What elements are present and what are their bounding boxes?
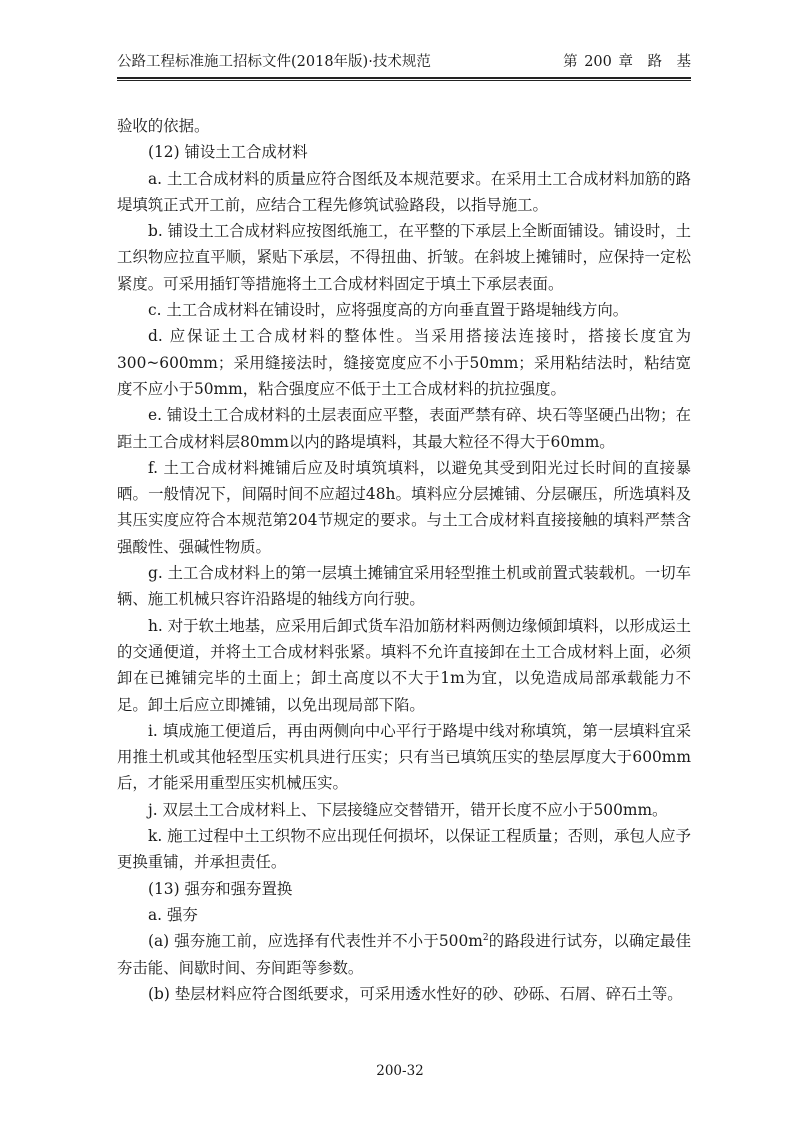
page-body <box>117 113 691 1007</box>
paragraph-12e: e. 铺设土工合成材料的土层表面应平整，表面严禁有碎、块石等坚硬凸出物；在距土工合成材料层80mm以内的路堤填料，其最大粒径不得大于60mm。 <box>117 406 691 451</box>
section-heading-13: (13) 强夯和强夯置换 <box>148 879 293 898</box>
paragraph-12a: a. 土工合成材料的质量应符合图纸及本规范要求。在采用土工合成材料加筋的路堤填筑正式开工前，应结合工程先修筑试验路段，以指导施工。 <box>117 169 691 214</box>
paragraph-12b: b. 铺设土工合成材料应按图纸施工，在平整的下承层上全断面铺设。铺设时，土工织物应拉直平顺，紧贴下承层，不得扭曲、折皱。在斜坡上摊铺时，应保持一定松紧度。可采用插钉等措施将土工合成材料固定于填土下承层表面。 <box>117 222 691 293</box>
header-document-title: 公路工程标准施工招标文件(2018年版)·技术规范 <box>117 54 431 70</box>
paragraph-13a-b: (b) 垫层材料应符合图纸要求，可采用透水性好的砂、砂砾、石屑、碎石土等。 <box>148 984 683 1003</box>
paragraph-12f: f. 土工合成材料摊铺后应及时填筑填料，以避免其受到阳光过长时间的直接暴晒。一般情况下，间隔时间不应超过48h。填料应分层摊铺、分层碾压，所选填料及其压实度应符合本规范第204节规定的要求。与土工合成材料直接接触的填料严禁含强酸性、强碱性物质。 <box>117 458 691 556</box>
paragraph-13a-a-text-2: 的路段进行试夯，以确定最佳夯击能、间歇时间、夯间距等参数。 <box>117 932 691 977</box>
paragraph-continuation: 验收的依据。 <box>117 117 210 135</box>
paragraph-12k: k. 施工过程中土工织物不应出现任何损坏，以保证工程质量；否则，承包人应予更换重铺，并承担责任。 <box>117 827 691 872</box>
paragraph-12i: i. 填成施工便道后，再由两侧向中心平行于路堤中线对称填筑，第一层填料宜采用推土机或其他轻型压实机具进行压实；只有当已填筑压实的垫层厚度大于600mm后，才能采用重型压实机械压实。 <box>117 721 691 793</box>
header-rule-thin <box>117 80 691 81</box>
paragraph-12j: j. 双层土工合成材料上、下层接缝应交替错开，错开长度不应小于500mm。 <box>148 800 668 819</box>
section-heading-12: (12) 铺设土工合成材料 <box>148 143 308 162</box>
header-chapter-title: 第 200 章 路 基 <box>563 54 691 70</box>
header-rule-thick <box>117 77 691 79</box>
paragraph-13a-a-text-1: (a) 强夯施工前，应选择有代表性并不小于500m <box>148 932 483 951</box>
page-number: 200-32 <box>376 1063 424 1079</box>
paragraph-13a-a <box>117 928 691 981</box>
subheading-13a: a. 强夯 <box>148 905 198 924</box>
superscript-2: 2 <box>482 933 489 944</box>
paragraph-12d: d. 应保证土工合成材料的整体性。当采用搭接法连接时，搭接长度宜为300~600mm；采用缝接法时，缝接宽度应不小于50mm；采用粘结法时，粘结宽度不应小于50mm，粘合强度应不低于土工合成材料的抗拉强度。 <box>117 327 691 398</box>
paragraph-12c: c. 土工合成材料在铺设时，应将强度高的方向垂直置于路堤轴线方向。 <box>148 301 629 320</box>
paragraph-12g: g. 土工合成材料上的第一层填土摊铺宜采用轻型推土机或前置式装载机。一切车辆、施工机械只容许沿路堤的轴线方向行驶。 <box>117 564 691 609</box>
paragraph-12h: h. 对于软土地基，应采用后卸式货车沿加筋材料两侧边缘倾卸填料，以形成运土的交通便道，并将土工合成材料张紧。填料不允许直接卸在土工合成材料上面，必须卸在已摊铺完毕的土面上；卸土高度以不大于1m为宜，以免造成局部承载能力不足。卸土后应立即摊铺，以免出现局部下陷。 <box>117 616 691 714</box>
